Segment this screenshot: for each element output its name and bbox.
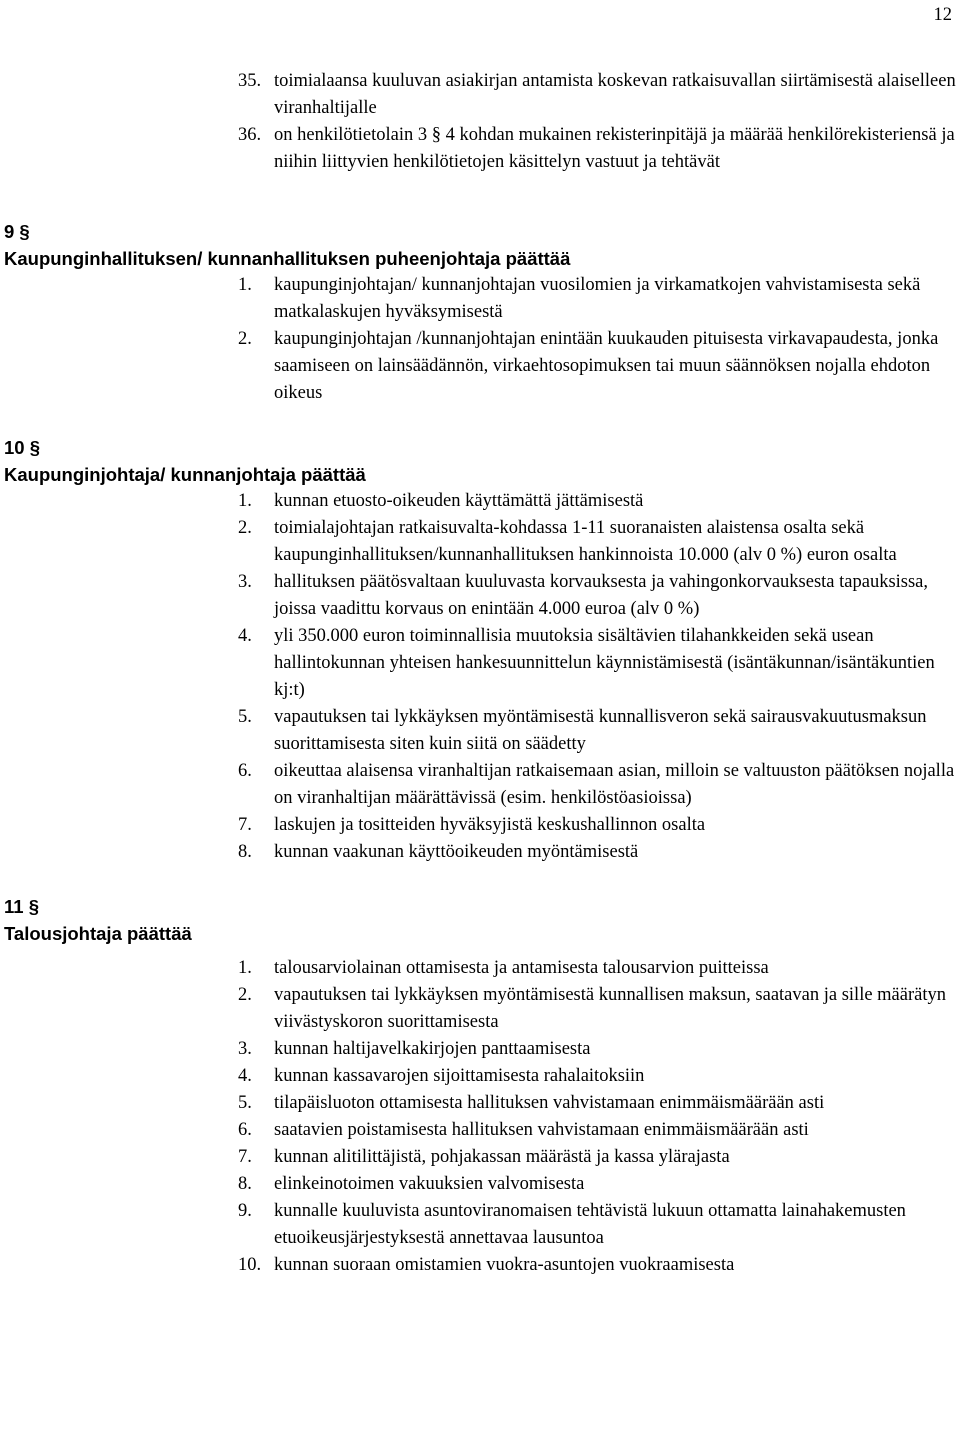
section-number: 9 § <box>4 221 30 242</box>
list-item-number: 9. <box>238 1201 252 1221</box>
section-number: 10 § <box>4 437 41 458</box>
list-item-text: oikeuttaa alaisensa viranhaltijan ratkaisemaan asian, milloin se valtuuston päätöksen nojalla on viranhaltijan määrättävissä (esim. henkilöstöasioissa) <box>274 761 955 808</box>
list-item-text: kunnan suoraan omistamien vuokra-asuntojen vuokraamisesta <box>274 1255 735 1275</box>
list-item-number: 2. <box>238 518 252 538</box>
list-item-text: kunnan kassavarojen sijoittamisesta rahalaitoksiin <box>274 1066 645 1086</box>
section-item-list <box>238 272 956 407</box>
list-item-number: 6. <box>238 761 252 781</box>
list-item-text: on henkilötietolain 3 § 4 kohdan mukainen rekisterinpitäjä ja määrää henkilörekisteriensä ja niihin liittyvien henkilötietojen käsittelyn vastuut ja tehtävät <box>274 125 955 172</box>
document-body <box>4 68 956 1279</box>
list-item <box>238 1252 956 1279</box>
list-item <box>238 326 956 407</box>
list-item-text: kunnalle kuuluvista asuntoviranomaisen tehtävistä lukuun ottamatta lainahakemusten etuoikeusjärjestyksestä annettavaa lausuntoa <box>274 1201 906 1248</box>
page-number: 12 <box>933 5 952 25</box>
list-item <box>238 68 956 122</box>
section-item-list <box>238 488 956 866</box>
list-item-number: 3. <box>238 1039 252 1059</box>
list-item-text: hallituksen päätösvaltaan kuuluvasta korvauksesta ja vahingonkorvauksesta tapauksissa, joissa vaadittu korvaus on enintään 4.000 euroa (alv 0 %) <box>274 572 929 619</box>
list-item-number: 36. <box>238 125 262 145</box>
list-item-number: 2. <box>238 985 252 1005</box>
section-title: Kaupunginhallituksen/ kunnanhallituksen puheenjohtaja päättää <box>4 248 571 269</box>
list-item <box>238 272 956 326</box>
section <box>4 434 956 866</box>
list-item <box>238 1144 956 1171</box>
list-item <box>238 955 956 982</box>
list-item <box>238 1063 956 1090</box>
list-item-text: talousarviolainan ottamisesta ja antamisesta talousarvion puitteissa <box>274 958 769 978</box>
list-item-text: yli 350.000 euron toiminnallisia muutoksia sisältävien tilahankkeiden sekä usean hallintokunnan yhteisen hankesuunnittelun käynnistämisestä (isäntäkunnan/isäntäkuntien kj:t) <box>274 626 935 700</box>
list-item-text: vapautuksen tai lykkäyksen myöntämisestä kunnallisveron sekä sairausvakuutusmaksun suorittamisesta siten kuin siitä on säädetty <box>274 707 927 754</box>
section-item-list <box>238 955 956 1279</box>
list-item <box>238 1171 956 1198</box>
list-item <box>238 623 956 704</box>
list-item-number: 6. <box>238 1120 252 1140</box>
continued-item-list <box>238 68 956 176</box>
list-item-text: tilapäisluoton ottamisesta hallituksen vahvistamaan enimmäismäärään asti <box>274 1093 825 1113</box>
list-item-text: laskujen ja tositteiden hyväksyjistä keskushallinnon osalta <box>274 815 706 835</box>
list-item-number: 4. <box>238 626 252 646</box>
list-item-number: 8. <box>238 842 252 862</box>
list-item-number: 10. <box>238 1255 262 1275</box>
list-item-number: 35. <box>238 71 262 91</box>
list-item-number: 4. <box>238 1066 252 1086</box>
list-item <box>238 812 956 839</box>
list-item-number: 2. <box>238 329 252 349</box>
list-item-number: 1. <box>238 958 252 978</box>
list-item-text: elinkeinotoimen vakuuksien valvomisesta <box>274 1174 585 1194</box>
section-number: 11 § <box>4 896 39 917</box>
section-title: Kaupunginjohtaja/ kunnanjohtaja päättää <box>4 464 366 485</box>
list-item <box>238 1090 956 1117</box>
list-item-number: 7. <box>238 1147 252 1167</box>
sections <box>4 218 956 1279</box>
list-item-text: kunnan etuosto-oikeuden käyttämättä jättämisestä <box>274 491 644 511</box>
section-title: Talousjohtaja päättää <box>4 923 192 944</box>
list-item <box>238 1198 956 1252</box>
list-item-text: kunnan vaakunan käyttöoikeuden myöntämisestä <box>274 842 639 862</box>
list-item-text: toimialaansa kuuluvan asiakirjan antamista koskevan ratkaisuvallan siirtämisestä alaiselleen viranhaltijalle <box>274 71 956 118</box>
list-item-number: 5. <box>238 707 252 727</box>
list-item <box>238 704 956 758</box>
list-item <box>238 839 956 866</box>
list-item-text: kaupunginjohtajan/ kunnanjohtajan vuosilomien ja virkamatkojen vahvistamisesta sekä matkalaskujen hyväksymisestä <box>274 275 921 322</box>
list-item-number: 1. <box>238 275 252 295</box>
list-item <box>238 1036 956 1063</box>
list-item <box>238 1117 956 1144</box>
list-item-text: kunnan alitilittäjistä, pohjakassan määrästä ja kassa ylärajasta <box>274 1147 730 1167</box>
list-item-number: 5. <box>238 1093 252 1113</box>
list-item <box>238 758 956 812</box>
list-item-number: 3. <box>238 572 252 592</box>
list-item-text: vapautuksen tai lykkäyksen myöntämisestä kunnallisen maksun, saatavan ja sille määrätyn viivästyskoron suorittamisesta <box>274 985 946 1032</box>
list-item-text: saatavien poistamisesta hallituksen vahvistamaan enimmäismäärään asti <box>274 1120 809 1140</box>
list-item <box>238 515 956 569</box>
list-item <box>238 488 956 515</box>
list-item <box>238 569 956 623</box>
section <box>4 893 956 1279</box>
list-item-number: 8. <box>238 1174 252 1194</box>
list-item <box>238 982 956 1036</box>
section <box>4 218 956 407</box>
list-item <box>238 122 956 176</box>
list-item-number: 1. <box>238 491 252 511</box>
list-item-text: toimialajohtajan ratkaisuvalta-kohdassa 1-11 suoranaisten alaistensa osalta sekä kaupunginhallituksen/kunnanhallituksen hankinnoista 10.000 (alv 0 %) euron osalta <box>274 518 897 565</box>
list-item-number: 7. <box>238 815 252 835</box>
list-item-text: kunnan haltijavelkakirjojen panttaamisesta <box>274 1039 591 1059</box>
list-item-text: kaupunginjohtajan /kunnanjohtajan enintään kuukauden pituisesta virkavapaudesta, jonka saamiseen on lainsäädännön, virkaehtosopimuksen tai muun säännöksen nojalla ehdoton oikeus <box>274 329 939 403</box>
